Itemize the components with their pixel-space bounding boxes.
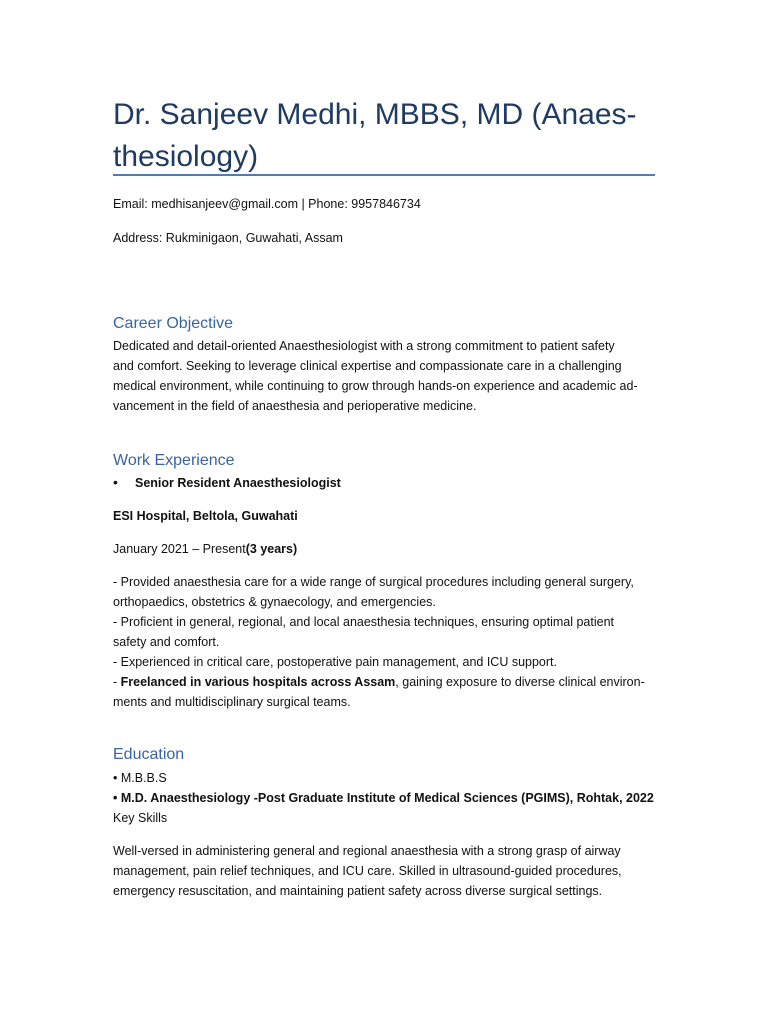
- job-duty-line: - Proficient in general, regional, and local anaesthesia techniques, ensuring optimal patient: [113, 615, 615, 629]
- freelance-highlight: Freelanced in various hospitals across Assam: [120, 675, 396, 689]
- job-period: [113, 539, 297, 559]
- job-duration: (3 years): [245, 542, 298, 556]
- key-skills-label: Key Skills: [113, 811, 168, 825]
- job-duty-line: ments and multidisciplinary surgical teams.: [113, 695, 351, 709]
- candidate-name-line-1: Dr. Sanjeev Medhi, MBBS, MD (Anaes-: [113, 98, 637, 131]
- candidate-name-line-2: thesiology): [113, 140, 259, 173]
- section-heading-career-objective: Career Objective: [113, 315, 234, 332]
- candidate-name: [113, 94, 655, 178]
- job-period-dates: January 2021 – Present: [113, 542, 246, 556]
- education-item: • M.B.B.S: [113, 771, 167, 785]
- job-duty-line: - Provided anaesthesia care for a wide range of surgical procedures including general surgery,: [113, 575, 634, 589]
- role-bullet: •: [113, 474, 118, 490]
- name-underline-divider: [113, 174, 655, 176]
- key-skills-line: Well-versed in administering general and regional anaesthesia with a strong grasp of airway: [113, 844, 621, 858]
- job-duty-freelance: [113, 672, 645, 692]
- section-heading-education: Education: [113, 746, 185, 763]
- job-duty-line: safety and comfort.: [113, 635, 220, 649]
- job-role: Senior Resident Anaesthesiologist: [135, 476, 341, 490]
- contact-line: Email: medhisanjeev@gmail.com | Phone: 9957846734: [113, 197, 421, 211]
- freelance-prefix: -: [113, 675, 121, 689]
- objective-line: and comfort. Seeking to leverage clinical expertise and compassionate care in a challenging: [113, 359, 622, 373]
- education-item: • M.D. Anaesthesiology -Post Graduate Institute of Medical Sciences (PGIMS), Rohtak, 2022: [113, 791, 654, 805]
- job-employer: ESI Hospital, Beltola, Guwahati: [113, 509, 298, 523]
- objective-line: Dedicated and detail-oriented Anaesthesiologist with a strong commitment to patient safety: [113, 339, 615, 353]
- freelance-rest: , gaining exposure to diverse clinical environ-: [395, 675, 645, 689]
- address-line: Address: Rukminigaon, Guwahati, Assam: [113, 231, 343, 245]
- job-duty-line: orthopaedics, obstetrics & gynaecology, and emergencies.: [113, 595, 436, 609]
- job-duty-line: - Experienced in critical care, postoperative pain management, and ICU support.: [113, 655, 557, 669]
- objective-line: vancement in the field of anaesthesia and perioperative medicine.: [113, 399, 477, 413]
- key-skills-line: management, pain relief techniques, and ICU care. Skilled in ultrasound-guided procedures,: [113, 864, 622, 878]
- objective-line: medical environment, while continuing to grow through hands-on experience and academic ad-: [113, 379, 638, 393]
- section-heading-work-experience: Work Experience: [113, 452, 235, 469]
- key-skills-line: emergency resuscitation, and maintaining patient safety across diverse surgical settings.: [113, 884, 603, 898]
